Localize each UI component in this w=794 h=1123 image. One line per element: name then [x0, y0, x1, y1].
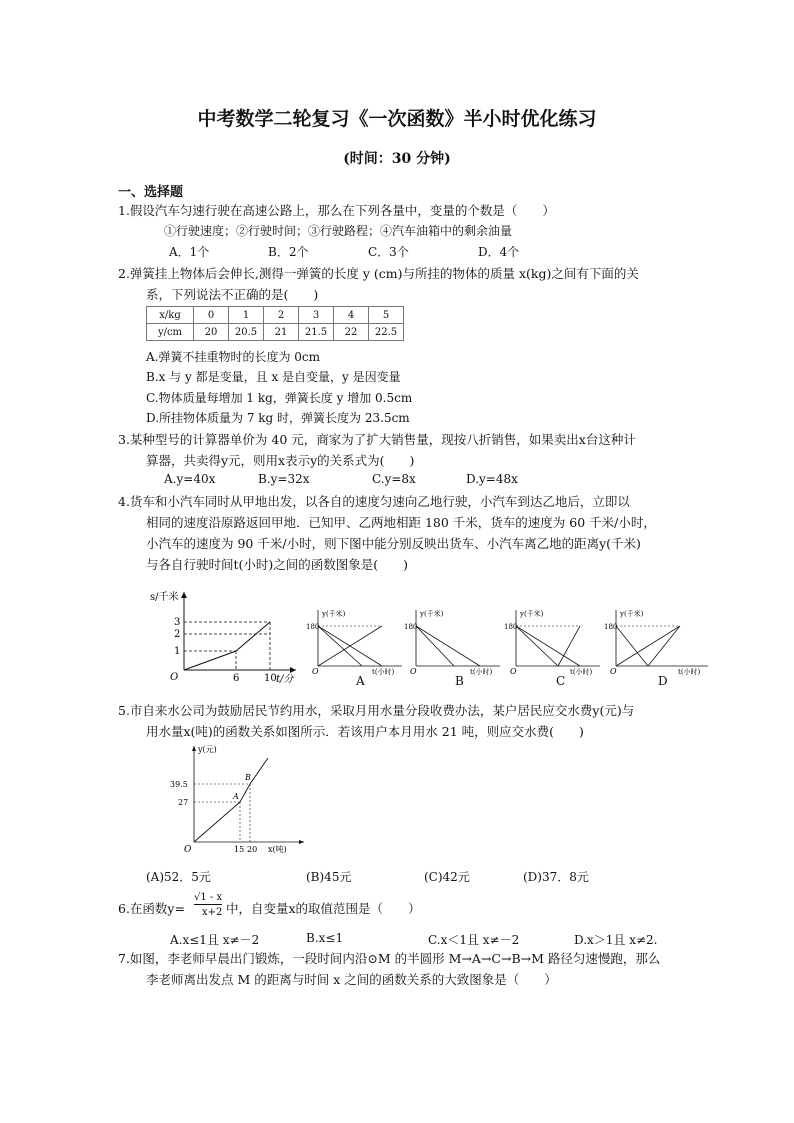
origin-label: O: [510, 667, 517, 676]
q6-fraction-denominator: x+2: [202, 907, 223, 918]
q4-graph-b: [404, 606, 504, 686]
q6-option-a: A.x≤1且 x≠－2: [170, 933, 260, 947]
table-cell: 2: [264, 307, 299, 324]
q4-line1: 4.货车和小汽车同时从甲地出发，以各自的速度匀速向乙地行驶，小汽车到达乙地后，立即以: [118, 494, 630, 509]
q5-option-a: (A)52．5元: [146, 870, 211, 884]
q1-stem: 1.假设汽车匀速行驶在高速公路上，那么在下列各量中，变量的个数是（ ）: [118, 203, 555, 218]
page-subtitle: (时间：30 分钟): [343, 151, 451, 167]
q4-line4: 与各自行驶时间t(小时)之间的函数图象是( ): [146, 557, 409, 572]
q7-line2: 李老师离出发点 M 的距离与时间 x 之间的函数关系的大致图象是（ ）: [146, 972, 557, 987]
y-tick-label: 39.5: [170, 780, 188, 789]
y-tick-label: 180: [404, 623, 418, 631]
y-axis-label: y(千米): [620, 610, 644, 618]
origin-label: O: [610, 667, 617, 676]
q4-st-graph: [150, 586, 300, 686]
point-label: B: [245, 773, 251, 782]
q2-option-c: C.物体质量每增加 1 kg，弹簧长度 y 增加 0.5cm: [146, 391, 413, 405]
q4-letter-d: D: [658, 674, 668, 688]
q2-option-b: B.x 与 y 都是变量，且 x 是自变量，y 是因变量: [146, 370, 401, 384]
graph-line: [558, 626, 580, 666]
q6-option-c: C.x＜1且 x≠－2: [428, 933, 520, 947]
q3-line1: 3.某种型号的计算器单价为 40 元，商家为了扩大销售量，现按八折销售，如果卖出x台这种计: [118, 432, 636, 447]
y-tick-label: 27: [178, 798, 189, 807]
q6-option-d: D.x＞1且 x≠2.: [574, 933, 658, 947]
q2-line2: 系，下列说法不正确的是( ): [146, 287, 319, 302]
graph-line: [648, 626, 680, 666]
q5-option-c: (C)42元: [424, 870, 470, 884]
x-axis-label: x(吨): [268, 845, 287, 854]
y-tick-label: 180: [504, 623, 518, 631]
y-axis-arrow: [192, 746, 196, 751]
y-tick-label: 2: [174, 629, 181, 640]
origin-label: O: [184, 845, 192, 855]
q5-option-b: (B)45元: [306, 870, 352, 884]
table-cell: 0: [194, 307, 229, 324]
table-cell: 21: [264, 324, 299, 341]
q2-option-a: A.弹簧不挂重物时的长度为 0cm: [146, 350, 321, 364]
q6-pre: 6.在函数y=: [118, 901, 185, 916]
y-axis-label: y(元): [198, 745, 217, 754]
x-tick-label: 20: [247, 845, 258, 854]
q1-option-c: C．3个: [368, 245, 409, 259]
table-cell: 22: [334, 324, 369, 341]
graph-line: [516, 626, 558, 666]
q1-option-b: B．2个: [268, 245, 309, 259]
x-tick-label: 6: [233, 673, 240, 684]
q4-letter-a: A: [356, 674, 365, 688]
table-cell: 3: [299, 307, 334, 324]
y-tick-label: 3: [174, 617, 181, 628]
q1-option-d: D．4个: [478, 245, 520, 259]
table-row: [147, 307, 404, 324]
q5-option-d: (D)37．8元: [523, 870, 589, 884]
table-cell: x/kg: [147, 307, 194, 324]
q3-option-d: D.y=48x: [466, 472, 518, 486]
graph-line: [184, 622, 270, 670]
graph-line: [516, 626, 580, 666]
y-axis-label: y(千米): [322, 610, 346, 618]
q4-letter-c: C: [556, 674, 566, 688]
graph-line: [318, 626, 362, 666]
x-axis-label: t(小时): [678, 668, 701, 676]
q6-post: 中，自变量x的取值范围是（ ）: [226, 901, 421, 916]
x-axis-arrow: [299, 840, 304, 844]
origin-label: O: [170, 672, 179, 683]
x-axis-label: t(小时): [372, 668, 395, 676]
graph-line: [194, 758, 268, 842]
y-tick-label: 180: [604, 623, 618, 631]
q4-line3: 小汽车的速度为 90 千米/小时，则下图中能分别反映出货车、小汽车离乙地的距离y(千米): [146, 536, 641, 551]
x-axis-label: t/分: [276, 674, 294, 685]
x-tick-label: 10: [264, 673, 277, 684]
section-heading: 一、选择题: [118, 185, 184, 200]
table-cell: y/cm: [147, 324, 194, 341]
q4-graph-c: [504, 606, 604, 686]
table-cell: 21.5: [299, 324, 334, 341]
graph-line: [616, 626, 680, 666]
q3-option-c: C.y=8x: [372, 472, 416, 486]
table-cell: 20.5: [229, 324, 264, 341]
q1-items: ①行驶速度；②行驶时间；③行驶路程；④汽车油箱中的剩余油量: [164, 224, 513, 238]
x-axis-label: t(小时): [570, 668, 593, 676]
q1-option-a: A．1个: [169, 245, 210, 259]
origin-label: O: [312, 667, 319, 676]
q5-line2: 用水量x(吨)的函数关系如图所示．若该用户本月用水 21 吨，则应交水费( ): [146, 724, 584, 739]
table-row: [147, 324, 404, 341]
table-cell: 20: [194, 324, 229, 341]
table-cell: 5: [369, 307, 404, 324]
q3-option-a: A.y=40x: [164, 472, 216, 486]
q2-option-d: D.所挂物体质量为 7 kg 时，弹簧长度为 23.5cm: [146, 411, 410, 425]
q2-line1: 2.弹簧挂上物体后会伸长,测得一弹簧的长度 y (cm)与所挂的物体的质量 x(kg)之间有下面的关: [118, 266, 639, 281]
origin-label: O: [410, 667, 417, 676]
y-axis-label: y(千米): [420, 610, 444, 618]
table-cell: 1: [229, 307, 264, 324]
table-cell: 4: [334, 307, 369, 324]
q6-fraction-numerator: √1 - x: [194, 892, 223, 903]
q4-line2: 相同的速度沿原路返回甲地．已知甲、乙两地相距 180 千米，货车的速度为 60 千米/小时，: [146, 515, 656, 530]
q5-graph: [160, 742, 310, 860]
x-axis-arrow: [290, 667, 296, 673]
q3-line2: 算器，共卖得y元，则用x表示y的关系式为( ): [146, 453, 415, 468]
q3-option-b: B.y=32x: [258, 472, 310, 486]
graph-line: [616, 626, 648, 666]
x-tick-label: 15: [234, 845, 245, 854]
x-axis-label: t(小时): [470, 668, 493, 676]
q4-letter-b: B: [455, 674, 464, 688]
y-axis-arrow: [181, 592, 187, 598]
table-cell: 22.5: [369, 324, 404, 341]
q2-value-table: [146, 306, 404, 341]
q6-option-b: B.x≤1: [306, 931, 344, 945]
y-axis-label: y(千米): [520, 610, 544, 618]
point-label: A: [233, 792, 239, 801]
y-axis-label: s/千米: [150, 592, 179, 603]
page-title: 中考数学二轮复习《一次函数》半小时优化练习: [197, 108, 597, 130]
q5-line1: 5.市自来水公司为鼓励居民节约用水，采取月用水量分段收费办法，某户居民应交水费y(元)与: [118, 703, 635, 718]
y-tick-label: 180: [306, 623, 320, 631]
y-tick-label: 1: [174, 646, 181, 657]
q7-line1: 7.如图，李老师早晨出门锻炼，一段时间内沿⊙M 的半圆形 M→A→C→B→M 路径匀速慢跑，那么: [118, 951, 661, 966]
